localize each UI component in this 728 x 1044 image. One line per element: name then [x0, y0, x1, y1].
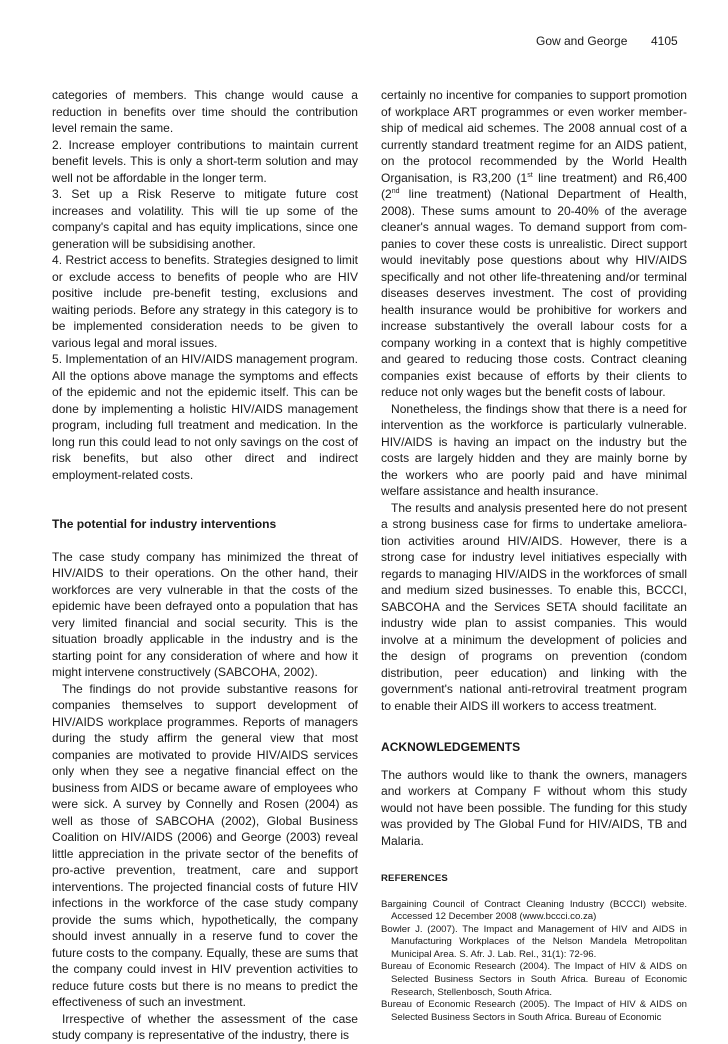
references-heading: REFERENCES — [381, 873, 448, 884]
list-item-5: 5. Implementation of an HIV/AIDS management program. All the options above manage the symptoms and effects of the epidemic and not the epidemic itself. This can be done by implementing a holistic HIV/AIDS management program, including full treatment and medication. In the long run this could lead to not only savings on the cost of risk benefits, but also other direct and indirect employment-related costs. — [52, 352, 359, 482]
paragraph-continued: categories of members. This change would cause a reduction in benefits over time should the contribution level remain the same. — [52, 88, 358, 135]
list-item-4: 4. Restrict access to benefits. Strategies designed to limit or exclude access to benefits of people who are HIV positive include pre-benefit testing, exclusions and waiting periods. Before any strategy in this category is to be implemented consideration needs to be given to various legal and moral issues. — [52, 253, 358, 350]
reference-item: Bureau of Economic Research (2004). The Impact of HIV & AIDS on Selected Business Sectors in South Africa. Bureau of Economic Research, Stellenbosch, South Africa. — [381, 961, 687, 998]
paragraph: The case study company has minimized the threat of HIV/AIDS to their operations. On the other hand, their workforces are very vulnerable in that the costs of the epidemic have been defrayed onto a population that has very limited financial and social security. This is the situation broadly applicable in the industry and is the starting point for any consideration of where and how it might intervene constructively (SABCOHA, 2002). — [52, 549, 358, 679]
page-number: 4105 — [651, 34, 678, 48]
left-column — [52, 87, 358, 1044]
text-run: line treatment) and R6,400 (2 — [381, 170, 687, 201]
text-run: line treatment) (National Department of Health, 2008). These sums amount to 20-40% of the average cleaner's annual wages. To demand support from com-panies to cover these costs is unrealistic. Direct support would inevitably pose questions about why HIV/AIDS specifically and not other life-threatening and/or terminal diseases deserves investment. The cost of providing health insurance would be prohibitive for workers and increase substantively the overall labour costs for a company working in a context that is highly competitive and geared to reducing those costs. Contract cleaning companies exist because of efforts by their clients to reduce not only wages but the benefit costs of labour. — [381, 187, 687, 399]
paragraph: The findings do not provide substantive reasons for companies themselves to support development of HIV/AIDS workplace programmes. Reports of managers during the study affirm the general view that most companies are motivated to provide HIV/AIDS services only when they see a negative financial effect on the business from AIDS or became aware of employees who were sick. A survey by Connelly and Rosen (2004) as well as those of SABCOHA (2002), Global Business Coalition on HIV/AIDS (2006) and George (2003) reveal little appreciation in the private sector of the benefits of pro-active prevention, treatment, care and support interventions. The projected financial costs of future HIV infections in the workforce of the case study company provide the sums which, hypothetically, the company should invest annually in a reserve fund to cover the future costs to the company. Equally, these are sums that the company could invest in HIV prevention activities to reduce future costs but there is no means to predict the effectiveness of such an investment. — [52, 681, 358, 1009]
reference-item: Bowler J. (2007). The Impact and Management of HIV and AIDS in Manufacturing Workplaces of the Nelson Mandela Metropolitan Municipal Area. S. Afr. J. Lab. Rel., 31(1): 72-96. — [381, 923, 687, 960]
right-column — [381, 87, 687, 1024]
paragraph: The results and analysis presented here do not present a strong business case for firms to undertake ameliora-tion activities around HIV/AIDS. However, there is a strong case for industry level initiatives especially with regards to managing HIV/AIDS in the workforces of small and medium sized businesses. To enable this, BCCCI, SABCOHA and the Services SETA should facilitate an industry wide plan to assist companies. This would involve at a minimum the development of policies and the design of programs on prevention (condom distribution, peer education) and linking with the government's national anti-retroviral treatment program to enable their AIDS ill workers to access treatment. — [381, 500, 687, 713]
paragraph: Nonetheless, the findings show that there is a need for intervention as the workforce is particularly vulnerable. HIV/AIDS is having an impact on the industry but the costs are largely hidden and they are mainly borne by the workers who are poorly paid and have minimal welfare assistance and health insurance. — [381, 401, 687, 498]
list-item-3: 3. Set up a Risk Reserve to mitigate future cost increases and volatility. This will tie up some of the company's capital and has equity implications, since one generation will be subsidising another. — [52, 187, 358, 251]
list-item-2: 2. Increase employer contributions to maintain current benefit levels. This is only a short-term solution and may well not be affordable in the longer term. — [52, 137, 358, 185]
acknowledgements-heading: ACKNOWLEDGEMENTS — [381, 740, 521, 754]
section-heading: The potential for industry interventions — [52, 517, 277, 531]
paragraph — [381, 87, 687, 401]
superscript: nd — [391, 187, 400, 195]
acknowledgements-text: The authors would like to thank the owners, managers and workers at Company F without whom this study would not have been possible. The funding for this study was provided by The Global Fund for HIV/AIDS, TB and Malaria. — [381, 767, 687, 848]
running-header — [0, 34, 728, 50]
text-run: certainly no incentive for companies to support promotion of workplace ART programmes or even worker member-ship of medical aid schemes. The 2008 annual cost of a currently standard treatment regime for an AIDS patient, on the protocol recommended by the World Health Organisation, is R3,200 (1 — [381, 88, 687, 185]
paragraph: Irrespective of whether the assessment of the case study company is representative of the industry, there is — [52, 1011, 358, 1042]
superscript: st — [527, 171, 533, 179]
header-authors: Gow and George — [536, 34, 628, 48]
reference-item: Bureau of Economic Research (2005). The Impact of HIV & AIDS on Selected Business Sectors in South Africa. Bureau of Economic — [381, 999, 687, 1023]
reference-item: Bargaining Council of Contract Cleaning Industry (BCCCI) website. Accessed 12 December 2008 (www.bccci.co.za) — [381, 898, 687, 923]
